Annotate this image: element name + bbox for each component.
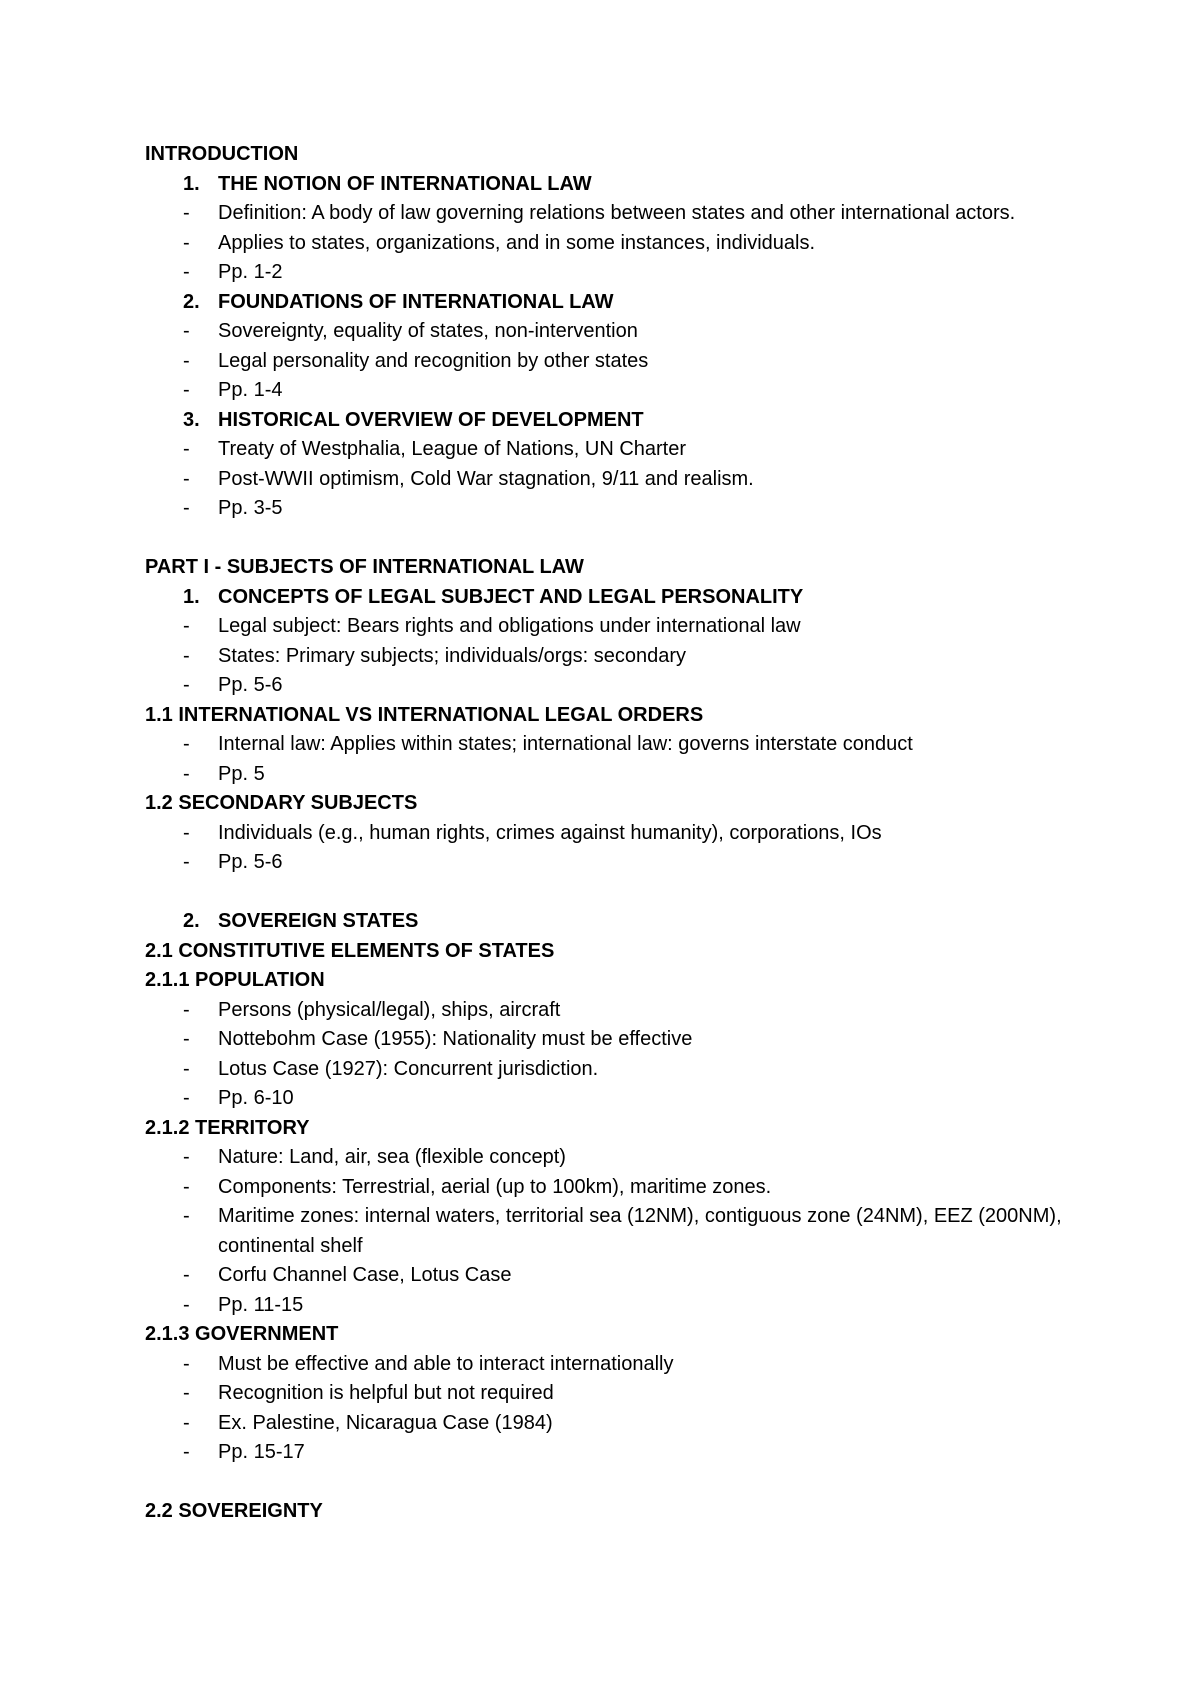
bullet-dash: -: [183, 615, 190, 637]
list-item: [145, 199, 1075, 229]
list-item: [145, 1025, 1075, 1055]
numbered-heading: [145, 288, 1075, 318]
list-item-text: Pp. 3-5: [218, 497, 283, 519]
list-item: [145, 819, 1075, 849]
list-item-text: Corfu Channel Case, Lotus Case: [218, 1264, 512, 1286]
list-item-text: Pp. 5: [218, 762, 265, 785]
list-item-text: Pp. 5-6: [218, 851, 283, 873]
bullet-dash: -: [183, 349, 190, 372]
bullet-dash: -: [183, 1441, 190, 1463]
bullet-dash: -: [183, 497, 190, 519]
bullet-dash: -: [183, 1087, 190, 1109]
bullet-dash: -: [183, 1205, 190, 1227]
list-item: [145, 1202, 1075, 1261]
list-item-text: Pp. 5-6: [218, 674, 283, 696]
bullet-dash: -: [183, 674, 190, 696]
numbered-heading: [145, 170, 1075, 200]
list-item: [145, 1143, 1075, 1173]
list-item-text: Internal law: Applies within states; international law: governs interstate conduct: [218, 733, 913, 755]
list-item-text: Treaty of Westphalia, League of Nations, UN Charter: [218, 438, 687, 460]
list-item: [145, 1291, 1075, 1321]
list-item: [145, 1379, 1075, 1409]
list-item-text: Persons (physical/legal), ships, aircraft: [218, 998, 561, 1021]
list-item: [145, 229, 1075, 259]
list-item: [145, 347, 1075, 377]
list-item-text: Components: Terrestrial, aerial (up to 100km), maritime zones.: [218, 1175, 772, 1198]
list-item-text: Pp. 6-10: [218, 1087, 294, 1109]
list-number: 1.: [183, 585, 200, 608]
subsection-heading: 1.2 SECONDARY SUBJECTS: [145, 792, 418, 814]
bullet-dash: -: [183, 821, 190, 844]
list-item-text: Maritime zones: internal waters, territorial sea (12NM), contiguous zone (24NM), EEZ (200NM), continental shelf: [218, 1205, 1062, 1257]
list-item-text: Legal personality and recognition by other states: [218, 349, 649, 372]
list-item-text: Pp. 15-17: [218, 1441, 305, 1463]
list-item: [145, 671, 1075, 701]
list-number: 3.: [183, 408, 200, 431]
bullet-dash: -: [183, 438, 190, 460]
list-item-text: Ex. Palestine, Nicaragua Case (1984): [218, 1411, 553, 1434]
bullet-dash: -: [183, 1411, 190, 1434]
list-item: [145, 465, 1075, 495]
bullet-dash: -: [183, 320, 190, 342]
bullet-dash: -: [183, 1382, 190, 1404]
list-item-text: Pp. 11-15: [218, 1293, 304, 1316]
bullet-dash: -: [183, 762, 190, 785]
list-item: [145, 760, 1075, 790]
list-item-text: States: Primary subjects; individuals/orgs: secondary: [218, 644, 686, 667]
bullet-dash: -: [183, 1264, 190, 1286]
list-item-text: Legal subject: Bears rights and obligations under international law: [218, 615, 801, 637]
list-number: 2.: [183, 290, 200, 313]
paragraph-spacer: [145, 1468, 1075, 1498]
subsection-heading: 1.1 INTERNATIONAL VS INTERNATIONAL LEGAL ORDERS: [145, 703, 704, 726]
numbered-heading: [145, 583, 1075, 613]
bullet-dash: -: [183, 1175, 190, 1198]
bullet-dash: -: [183, 1146, 190, 1168]
bullet-dash: -: [183, 261, 190, 283]
list-number: 2.: [183, 910, 200, 932]
list-item-text: Applies to states, organizations, and in some instances, individuals.: [218, 231, 816, 254]
numbered-heading-text: HISTORICAL OVERVIEW OF DEVELOPMENT: [218, 408, 644, 431]
bullet-dash: -: [183, 231, 190, 254]
list-item: [145, 1055, 1075, 1085]
bullet-dash: -: [183, 1352, 190, 1375]
list-item: [145, 1261, 1075, 1291]
list-item-text: Definition: A body of law governing relations between states and other international actors.: [218, 202, 1016, 224]
bullet-dash: -: [183, 1293, 190, 1316]
numbered-heading-text: CONCEPTS OF LEGAL SUBJECT AND LEGAL PERSONALITY: [218, 585, 804, 608]
list-item-text: Must be effective and able to interact internationally: [218, 1352, 674, 1375]
numbered-heading-text: SOVEREIGN STATES: [218, 910, 419, 932]
subsection-heading: 2.1.3 GOVERNMENT: [145, 1323, 339, 1345]
list-item: [145, 1438, 1075, 1468]
list-item: [145, 376, 1075, 406]
bullet-dash: -: [183, 202, 190, 224]
list-item-text: Individuals (e.g., human rights, crimes against humanity), corporations, IOs: [218, 821, 882, 844]
section-heading: INTRODUCTION: [145, 143, 299, 165]
numbered-heading: [145, 907, 1075, 937]
list-item: [145, 1350, 1075, 1380]
list-item: [145, 435, 1075, 465]
bullet-dash: -: [183, 467, 190, 490]
list-number: 1.: [183, 172, 200, 195]
list-item: [145, 642, 1075, 672]
list-item-text: Nottebohm Case (1955): Nationality must be effective: [218, 1028, 693, 1050]
numbered-heading-text: THE NOTION OF INTERNATIONAL LAW: [218, 172, 592, 195]
list-item-text: Lotus Case (1927): Concurrent jurisdiction.: [218, 1057, 599, 1080]
subsection-heading: 2.2 SOVEREIGNTY: [145, 1500, 323, 1522]
list-item-text: Pp. 1-4: [218, 379, 283, 401]
list-item: [145, 258, 1075, 288]
bullet-dash: -: [183, 998, 190, 1021]
list-item: [145, 996, 1075, 1026]
paragraph-spacer: [145, 878, 1075, 908]
subsection-heading: 2.1.2 TERRITORY: [145, 1116, 310, 1139]
bullet-dash: -: [183, 851, 190, 873]
numbered-heading-text: FOUNDATIONS OF INTERNATIONAL LAW: [218, 290, 614, 313]
subsection-heading: 2.1 CONSTITUTIVE ELEMENTS OF STATES: [145, 939, 555, 962]
subsection-heading: 2.1.1 POPULATION: [145, 969, 325, 991]
section-spacer: [145, 524, 1075, 554]
list-item-text: Post-WWII optimism, Cold War stagnation, 9/11 and realism.: [218, 467, 754, 490]
bullet-dash: -: [183, 1028, 190, 1050]
list-item: [145, 494, 1075, 524]
list-item: [145, 730, 1075, 760]
list-item-text: Recognition is helpful but not required: [218, 1382, 554, 1404]
numbered-heading: [145, 406, 1075, 436]
bullet-dash: -: [183, 733, 190, 755]
list-item-text: Pp. 1-2: [218, 261, 283, 283]
list-item: [145, 848, 1075, 878]
list-item: [145, 317, 1075, 347]
bullet-dash: -: [183, 644, 190, 667]
section-heading: PART I - SUBJECTS OF INTERNATIONAL LAW: [145, 556, 584, 578]
list-item-text: Nature: Land, air, sea (flexible concept): [218, 1146, 566, 1168]
list-item-text: Sovereignty, equality of states, non-intervention: [218, 320, 638, 342]
list-item: [145, 1173, 1075, 1203]
list-item: [145, 1084, 1075, 1114]
bullet-dash: -: [183, 1057, 190, 1080]
bullet-dash: -: [183, 379, 190, 401]
list-item: [145, 1409, 1075, 1439]
list-item: [145, 612, 1075, 642]
